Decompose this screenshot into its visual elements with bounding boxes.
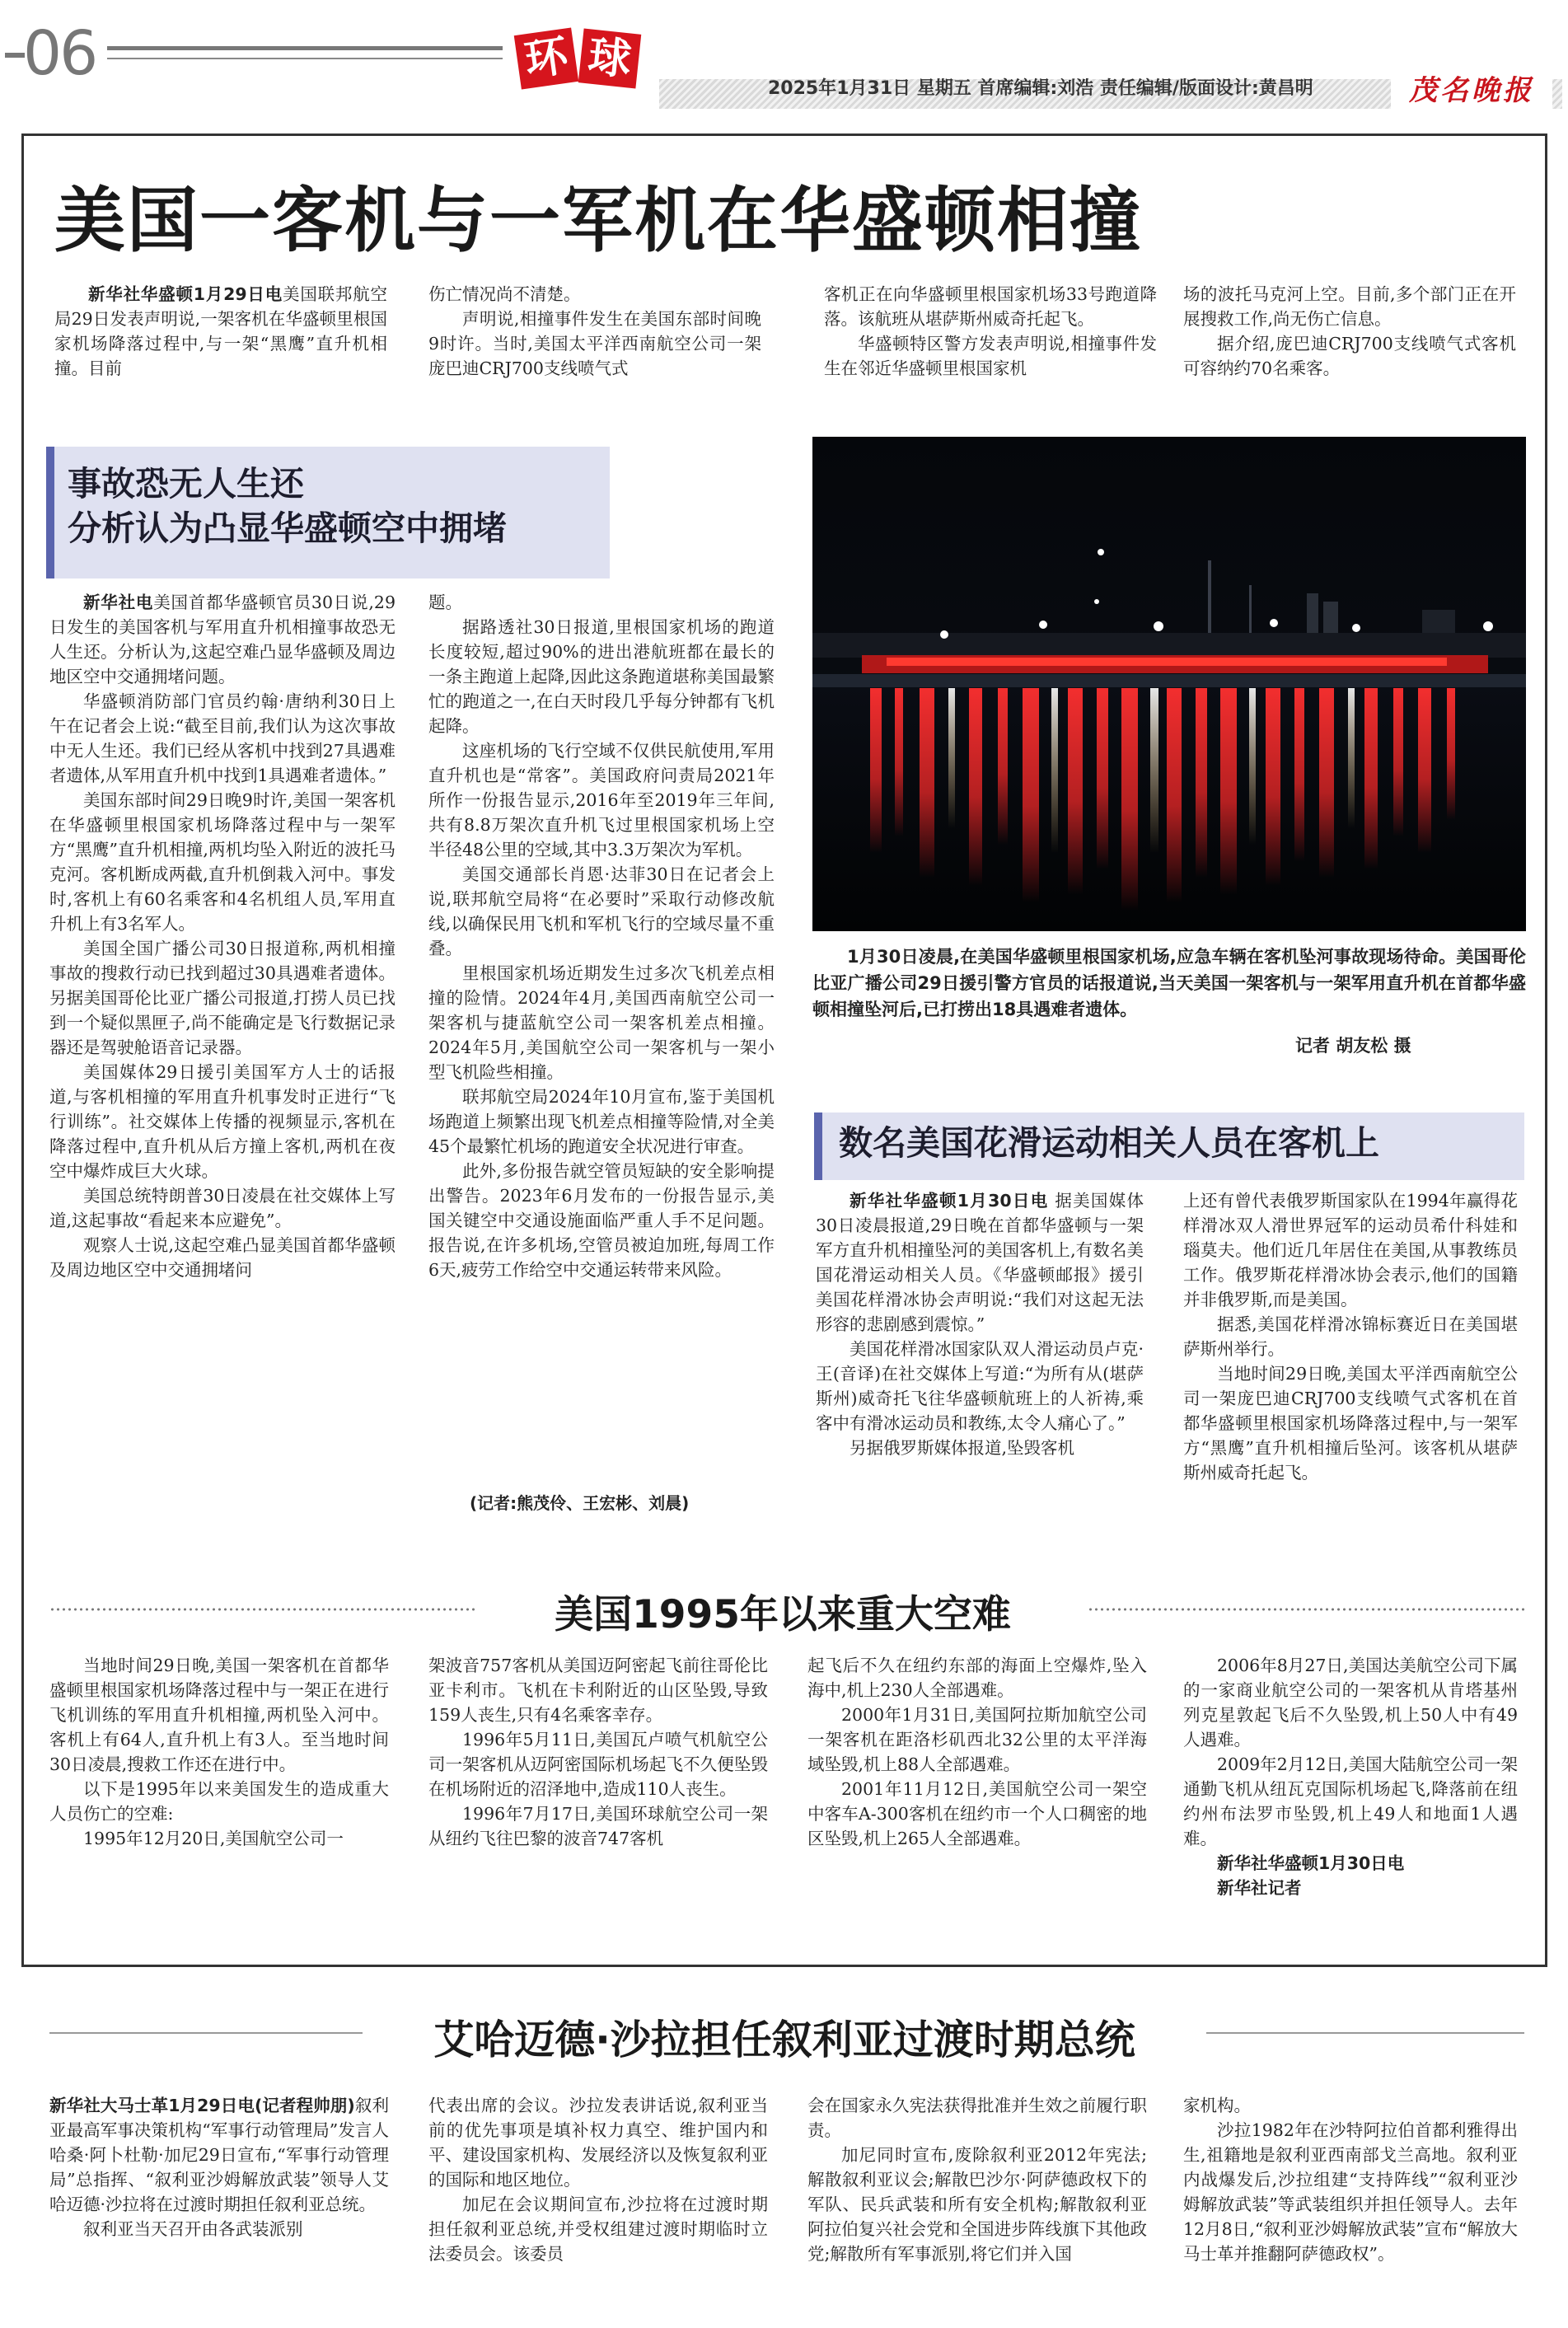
paragraph-text: 叙利亚最高军事决策机构“军事行动管理局”发言人哈桑·阿卜杜勒·加尼29日宣布,“军事行动管理局”总指挥、“叙利亚沙姆解放武装”领导人艾哈迈德·沙拉将在过渡时期担任叙利亚总统。 xyxy=(49,2096,390,2214)
section-char-1: 环 xyxy=(514,27,579,89)
paragraph: 美国总统特朗普30日凌晨在社交媒体上写道,这起事故“看起来本应避免”。 xyxy=(49,1186,396,1230)
paragraph: 联邦航空局2024年10月宣布,鉴于美国机场跑道上频繁出现飞机差点相撞等险情,对全美45个最繁忙机场的跑道安全状况进行审查。 xyxy=(428,1087,775,1156)
paragraph: 场的波托马克河上空。目前,多个部门正在开展搜救工作,尚无伤亡信息。 xyxy=(1183,284,1516,329)
paragraph: 加尼在会议期间宣布,沙拉将在过渡时期担任叙利亚总统,并受权组建过渡时期临时立法委员会。该委员 xyxy=(428,2195,768,2264)
article3-sign-2: 新华社记者 xyxy=(1217,1878,1302,1898)
article3-sign-1: 新华社华盛顿1月30日电 xyxy=(1217,1853,1405,1873)
article4-column-3 xyxy=(807,2093,1147,2266)
article1-column-1 xyxy=(49,590,396,1282)
paragraph: 伤亡情况尚不清楚。 xyxy=(428,284,581,304)
paragraph: 客机正在向华盛顿里根国家机场33号跑道降落。该航班从堪萨斯州威奇托起飞。 xyxy=(824,284,1157,329)
article1-subtitle-line1: 事故恐无人生还 xyxy=(68,464,304,504)
paragraph: 华盛顿消防部门官员约翰·唐纳利30日上午在记者会上说:“截至目前,我们认为这次事故中无人生还。我们已经从客机中找到27具遇难者遗体,从军用直升机中找到1具遇难者遗体。” xyxy=(49,691,396,785)
article3-column-3 xyxy=(807,1653,1147,1851)
paragraph: 1996年5月11日,美国瓦卢喷气机航空公司一架客机从迈阿密国际机场起飞不久便坠毁在机场附近的沼泽地中,造成110人丧生。 xyxy=(428,1730,768,1799)
paragraph: 代表出席的会议。沙拉发表讲话说,叙利亚当前的优先事项是填补权力真空、维护国内和平、建设国家机构、发展经济以及恢复叙利亚的国际和地区地位。 xyxy=(428,2096,768,2190)
section-divider xyxy=(1206,2032,1524,2034)
section-divider xyxy=(49,2032,363,2034)
paragraph: 家机构。 xyxy=(1183,2096,1251,2115)
paragraph: 以下是1995年以来美国发生的造成重大人员伤亡的空难: xyxy=(49,1779,389,1824)
paragraph: 据悉,美国花样滑冰锦标赛近日在美国堪萨斯州举行。 xyxy=(1183,1314,1518,1359)
lead-dateline: 新华社华盛顿1月29日电 xyxy=(88,284,283,304)
article4-column-1 xyxy=(49,2093,389,2241)
paragraph: 美国交通部长肖恩·达菲30日在记者会上说,联邦航空局将“在必要时”采取行动修改航线,以确保民用飞机和军机飞行的空域尽量不重叠。 xyxy=(428,864,775,958)
paragraph: 1996年7月17日,美国环球航空公司一架从纽约飞往巴黎的波音747客机 xyxy=(428,1804,768,1848)
article3-column-4 xyxy=(1183,1653,1518,1900)
article4-dateline: 新华社大马士革1月29日电(记者程帅朋) xyxy=(49,2096,355,2115)
header-rule-thin xyxy=(107,58,503,59)
paragraph: 美国全国广播公司30日报道称,两机相撞事故的搜救行动已找到超过30具遇难者遗体。另据美国哥伦比亚广播公司报道,打捞人员已找到一个疑似黑匣子,尚不能确定是飞行数据记录器还是驾驶舱语音记录器。 xyxy=(49,939,396,1057)
paragraph: 此外,多份报告就空管员短缺的安全影响提出警告。2023年6月发布的一份报告显示,美国关键空中交通设施面临严重人手不足问题。报告说,在许多机场,空管员被迫加班,每周工作6天,疲劳工作给空中交通运转带来风险。 xyxy=(428,1161,775,1280)
paragraph: 据介绍,庞巴迪CRJ700支线喷气式客机可容纳约70名乘客。 xyxy=(1183,334,1516,378)
paragraph-text: 美国首都华盛顿官员30日说,29日发生的美国客机与军用直升机相撞事故恐无人生还。分析认为,这起空难凸显华盛顿及周边地区空中交通拥堵问题。 xyxy=(49,593,396,686)
paragraph: 观察人士说,这起空难凸显美国首都华盛顿及周边地区空中交通拥堵问 xyxy=(49,1235,396,1280)
article3-title: 美国1995年以来重大空难 xyxy=(555,1592,1011,1637)
paragraph: 架波音757客机从美国迈阿密起飞前往哥伦比亚卡利市。飞机在卡利附近的山区坠毁,导致159人丧生,只有4名乘客幸存。 xyxy=(428,1656,768,1725)
paragraph: 2000年1月31日,美国阿拉斯加航空公司一架客机在距洛杉矶西北32公里的太平洋海域坠毁,机上88人全部遇难。 xyxy=(807,1705,1147,1774)
section-char-2: 球 xyxy=(578,29,642,89)
lead-column-4 xyxy=(1183,282,1516,381)
paragraph: 叙利亚当天召开由各武装派别 xyxy=(83,2219,303,2239)
paragraph: 2001年11月12日,美国航空公司一架空中客车A-300客机在纽约市一个人口稠密的地区坠毁,机上265人全部遇难。 xyxy=(807,1779,1147,1848)
paragraph: 1995年12月20日,美国航空公司一 xyxy=(83,1829,344,1848)
lead-column-2 xyxy=(428,282,761,381)
paragraph: 当地时间29日晚,美国一架客机在首都华盛顿里根国家机场降落过程中与一架正在进行飞机训练的军用直升机相撞,两机坠入河中。客机上有64人,直升机上有3人。至当地时间30日凌晨,搜救工作还在进行中。 xyxy=(49,1656,389,1774)
article2-column-2 xyxy=(1183,1188,1518,1485)
article1-dateline: 新华社电 xyxy=(83,593,154,612)
paragraph: 上还有曾代表俄罗斯国家队在1994年赢得花样滑冰双人滑世界冠军的运动员希什科娃和瑙莫夫。他们近几年居住在美国,从事教练员工作。俄罗斯花样滑冰协会表示,他们的国籍并非俄罗斯,而是美国。 xyxy=(1183,1191,1518,1309)
article2-column-1 xyxy=(816,1188,1144,1460)
page-number-dash xyxy=(5,53,25,58)
article1-subtitle-box xyxy=(46,447,610,578)
paragraph: 美国东部时间29日晚9时许,美国一架客机在华盛顿里根国家机场降落过程中与一架军方“黑鹰”直升机相撞,两机均坠入附近的波托马克河。客机断成两截,直升机倒栽入河中。事发时,客机上有60名乘客和4名机组人员,军用直升机上有3名军人。 xyxy=(49,790,396,934)
paragraph: 美国花样滑冰国家队双人滑运动员卢克·王(音译)在社交媒体上写道:“为所有从(堪萨斯州)威奇托飞往华盛顿航班上的人祈祷,乘客中有滑冰运动员和教练,太令人痛心了。” xyxy=(816,1339,1144,1433)
paragraph: 里根国家机场近期发生过多次飞机差点相撞的险情。2024年4月,美国西南航空公司一架客机与捷蓝航空公司一架客机差点相撞。2024年5月,美国航空公司一架客机与一架小型飞机险些相撞。 xyxy=(428,963,775,1082)
paragraph: 另据俄罗斯媒体报道,坠毁客机 xyxy=(850,1438,1075,1458)
lead-column-1 xyxy=(54,282,387,381)
night-airport-photo xyxy=(812,437,1526,931)
main-headline: 美国一客机与一军机在华盛顿相撞 xyxy=(54,180,1142,262)
paragraph: 声明说,相撞事件发生在美国东部时间晚9时许。当时,美国太平洋西南航空公司一架庞巴迪CRJ700支线喷气式 xyxy=(428,309,761,378)
paragraph: 沙拉1982年在沙特阿拉伯首都利雅得出生,祖籍地是叙利亚西南部戈兰高地。叙利亚内战爆发后,沙拉组建“支持阵线”“叙利亚沙姆解放武装”等武装组织并担任领导人。去年12月8日,“叙利亚沙姆解放武装”宣布“解放大马士革并推翻阿萨德政权”。 xyxy=(1183,2120,1518,2264)
paragraph: 会在国家永久宪法获得批准并生效之前履行职责。 xyxy=(807,2096,1147,2140)
paragraph: 美国媒体29日援引美国军方人士的话报道,与客机相撞的军用直升机事发时正进行“飞行训练”。社交媒体上传播的视频显示,客机在降落过程中,直升机从后方撞上客机,两机在夜空中爆炸成巨大火球。 xyxy=(49,1062,396,1181)
article4-title: 艾哈迈德·沙拉担任叙利亚过渡时期总统 xyxy=(433,2017,1135,2063)
photo-caption: 1月30日凌晨,在美国华盛顿里根国家机场,应急车辆在客机坠河事故现场待命。美国哥伦比亚广播公司29日援引警方官员的话报道说,当天美国一架客机与一架军用直升机在首都华盛顿相撞坠河后,已打捞出18具遇难者遗体。 xyxy=(812,947,1526,1019)
paragraph: 加尼同时宣布,废除叙利亚2012年宪法;解散叙利亚议会;解散巴沙尔·阿萨德政权下的军队、民兵武装和所有安全机构;解散叙利亚阿拉伯复兴社会党和全国进步阵线旗下其他政党;解散所有军事派别,将它们并入国 xyxy=(807,2145,1147,2264)
paragraph: 这座机场的飞行空域不仅供民航使用,军用直升机也是“常客”。美国政府问责局2021年所作一份报告显示,2016年至2019年三年间,共有8.8万架次直升机飞过里根国家机场上空半径48公里的空域,其中3.3万架次为军机。 xyxy=(428,741,775,860)
article3-column-2 xyxy=(428,1653,768,1851)
article1-column-2 xyxy=(428,590,775,1282)
section-divider xyxy=(49,1607,478,1612)
photo-credit: 记者 胡友松 摄 xyxy=(1295,1036,1411,1056)
article1-subtitle-line2: 分析认为凸显华盛顿空中拥堵 xyxy=(68,508,507,548)
section-divider xyxy=(1088,1607,1524,1612)
page-number: 06 xyxy=(23,18,96,89)
article2-dateline: 新华社华盛顿1月30日电 xyxy=(850,1191,1049,1211)
article1-byline: (记者:熊茂伶、王宏彬、刘晨) xyxy=(470,1493,690,1513)
paragraph: 当地时间29日晚,美国太平洋西南航空公司一架庞巴迪CRJ700支线喷气式客机在首都华盛顿里根国家机场降落过程中,与一架军方“黑鹰”直升机相撞后坠河。该客机从堪萨斯州威奇托起飞。 xyxy=(1183,1364,1518,1483)
header-info: 2025年1月31日 星期五 首席编辑:刘浩 责任编辑/版面设计:黄昌明 xyxy=(768,78,1313,99)
paragraph: 起飞后不久在纽约东部的海面上空爆炸,坠入海中,机上230人全部遇难。 xyxy=(807,1656,1147,1700)
article4-column-4 xyxy=(1183,2093,1518,2266)
paragraph: 据路透社30日报道,里根国家机场的跑道长度较短,超过90%的进出港航班都在最长的一条主跑道上起降,因此这条跑道堪称美国最繁忙的跑道之一,在白天时段几乎每分钟都有飞机起降。 xyxy=(428,617,775,736)
newspaper-logo: 茂名晚报 xyxy=(1391,71,1552,110)
header-rule xyxy=(107,46,503,50)
paragraph-text: 据美国媒体30日凌晨报道,29日晚在首都华盛顿与一架军方直升机相撞坠河的美国客机上,有数名美国花滑运动相关人员。《华盛顿邮报》援引美国花样滑冰协会声明说:“我们对这起无法形容的悲剧感到震惊。” xyxy=(816,1191,1144,1334)
lead-column-3 xyxy=(824,282,1157,381)
page-header xyxy=(0,0,1568,124)
article3-column-1 xyxy=(49,1653,389,1851)
article2-title: 数名美国花滑运动相关人员在客机上 xyxy=(839,1123,1379,1163)
lead-text: 美国联邦航空局29日发表声明说,一架客机在华盛顿里根国家机场降落过程中,与一架“黑鹰”直升机相撞。目前 xyxy=(54,284,388,378)
paragraph: 2009年2月12日,美国大陆航空公司一架通勤飞机从纽瓦克国际机场起飞,降落前在纽约州布法罗市坠毁,机上49人和地面1人遇难。 xyxy=(1183,1754,1518,1848)
paragraph: 华盛顿特区警方发表声明说,相撞事件发生在邻近华盛顿里根国家机 xyxy=(824,334,1157,378)
article4-column-2 xyxy=(428,2093,768,2266)
article2-title-box xyxy=(814,1112,1524,1180)
paragraph: 题。 xyxy=(428,593,462,612)
paragraph: 2006年8月27日,美国达美航空公司下属的一家商业航空公司的一架客机从肯塔基州列克星敦起飞后不久坠毁,机上50人中有49人遇难。 xyxy=(1183,1656,1518,1750)
